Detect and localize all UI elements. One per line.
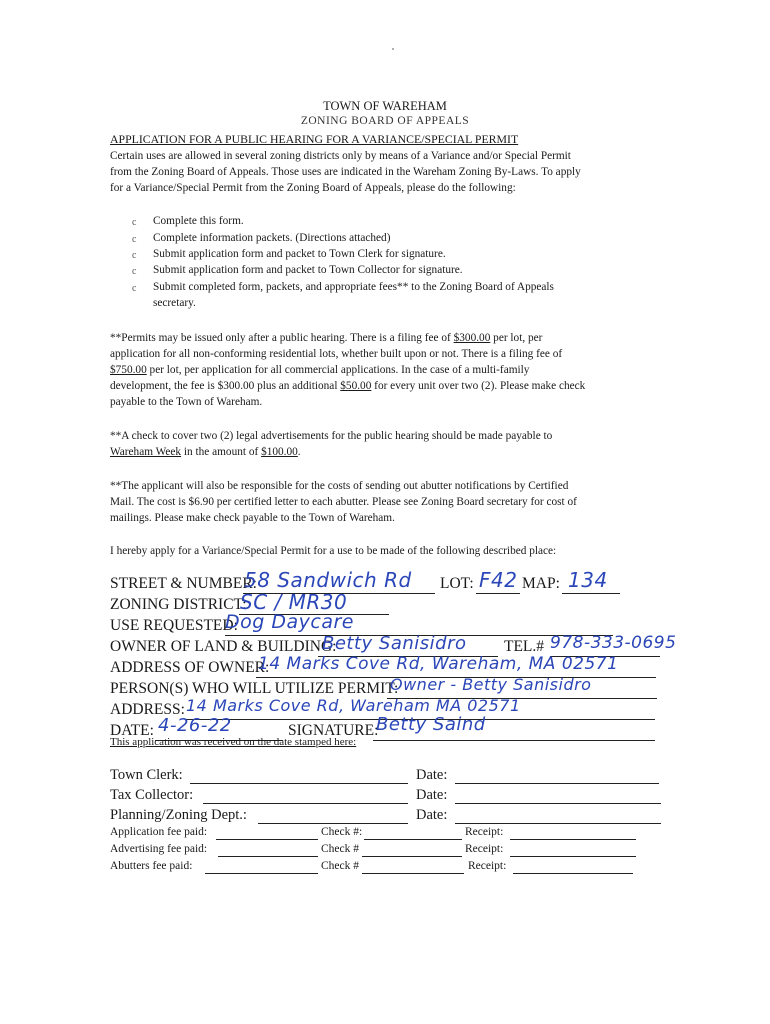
stamp-note: This application was received on the date stamped here:: [110, 736, 357, 748]
permit-note-line-2: application for all non-conforming residential lots, whether built upon or not. There is a filing fee of: [110, 348, 563, 360]
owner-label: OWNER OF LAND & BUILDING:: [110, 638, 337, 655]
date-label: DATE:: [110, 722, 154, 739]
collector-date-label: Date:: [416, 787, 448, 803]
planning-date-line[interactable]: [455, 823, 661, 824]
permit-note-line-5: payable to the Town of Wareham.: [110, 396, 263, 408]
planning-date-label: Date:: [416, 807, 448, 823]
ads-note-line-1: **A check to cover two (2) legal advertisements for the public hearing should be made payable to: [110, 430, 553, 442]
lot-value[interactable]: F42: [479, 568, 518, 592]
application-receipt-label: Receipt:: [465, 826, 504, 838]
map-line: [562, 593, 620, 594]
advertising-fee-label: Advertising fee paid:: [110, 843, 208, 855]
map-label: MAP:: [522, 575, 560, 592]
permit-note-line-1: **Permits may be issued only after a public hearing. There is a filing fee of $300.00 per lot, per: [110, 332, 543, 344]
use-label: USE REQUESTED:: [110, 617, 238, 634]
collector-label: Tax Collector:: [110, 787, 194, 803]
planning-line[interactable]: [258, 823, 408, 824]
map-value[interactable]: 134: [568, 568, 608, 592]
advertising-receipt-label: Receipt:: [465, 843, 504, 855]
scan-speck: [392, 48, 394, 50]
owner-value[interactable]: Betty Sanisidro: [322, 633, 467, 654]
collector-date-line[interactable]: [455, 803, 661, 804]
collector-line[interactable]: [203, 803, 408, 804]
address-value[interactable]: 14 Marks Cove Rd, Wareham MA 02571: [186, 696, 521, 715]
bullet-icon: c: [132, 250, 137, 261]
step-1: Complete this form.: [153, 215, 244, 227]
application-receipt-line[interactable]: [510, 839, 636, 840]
intro-line-1: Certain uses are allowed in several zoning districts only by means of a Variance and/or Special Permit: [110, 150, 571, 162]
step-5-cont: secretary.: [153, 297, 196, 309]
apply-statement: I hereby apply for a Variance/Special Permit for a use to be made of the following described place:: [110, 545, 557, 557]
district-label: ZONING DISTRICT:: [110, 596, 247, 613]
advertising-fee-line[interactable]: [218, 856, 318, 857]
advertising-receipt-line[interactable]: [510, 856, 636, 857]
bullet-icon: c: [132, 266, 137, 277]
street-label: STREET & NUMBER:: [110, 575, 257, 592]
abutters-receipt-label: Receipt:: [468, 860, 507, 872]
intro-line-3: for a Variance/Special Permit from the Zoning Board of Appeals, please do the following:: [110, 182, 516, 194]
abutter-note-line-1: **The applicant will also be responsible for the costs of sending out abutter notifications by Certified: [110, 480, 569, 492]
owner-address-label: ADDRESS OF OWNER:: [110, 659, 270, 676]
planning-label: Planning/Zoning Dept.:: [110, 807, 247, 823]
bullet-icon: c: [132, 234, 137, 245]
advertising-check-line[interactable]: [362, 856, 462, 857]
application-check-line[interactable]: [364, 839, 462, 840]
owner-address-value[interactable]: 14 Marks Cove Rd, Wareham, MA 02571: [258, 654, 619, 674]
persons-label: PERSON(S) WHO WILL UTILIZE PERMIT:: [110, 680, 399, 697]
application-check-label: Check #:: [321, 826, 363, 838]
lot-label: LOT:: [440, 575, 474, 592]
application-fee-label: Application fee paid:: [110, 826, 208, 838]
abutters-fee-line[interactable]: [205, 873, 318, 874]
abutter-note-line-3: mailings. Please make check payable to the Town of Wareham.: [110, 512, 395, 524]
form-title: APPLICATION FOR A PUBLIC HEARING FOR A VARIANCE/SPECIAL PERMIT: [110, 132, 519, 146]
clerk-date-line[interactable]: [455, 783, 659, 784]
board-title: ZONING BOARD OF APPEALS: [300, 115, 470, 127]
intro-line-2: from the Zoning Board of Appeals. Those uses are indicated in the Wareham Zoning By-Laws. To apply: [110, 166, 581, 178]
step-2: Complete information packets. (Directions attached): [153, 232, 391, 244]
lot-line: [476, 593, 520, 594]
address-label: ADDRESS:: [110, 701, 185, 718]
tel-value[interactable]: 978-333-0695: [550, 633, 677, 653]
abutters-check-line[interactable]: [362, 873, 464, 874]
use-value[interactable]: Dog Daycare: [225, 611, 354, 633]
application-fee-line[interactable]: [216, 839, 318, 840]
signature-line: [373, 740, 655, 741]
step-3: Submit application form and packet to Town Clerk for signature.: [153, 248, 446, 260]
town-title: TOWN OF WAREHAM: [323, 99, 447, 113]
bullet-icon: c: [132, 217, 137, 228]
persons-value[interactable]: Owner - Betty Sanisidro: [390, 675, 592, 694]
step-5: Submit completed form, packets, and appropriate fees** to the Zoning Board of Appeals: [153, 281, 554, 293]
signature-label: SIGNATURE:: [288, 722, 379, 739]
date-value[interactable]: 4-26-22: [158, 715, 232, 736]
abutter-note-line-2: Mail. The cost is $6.90 per certified letter to each abutter. Please see Zoning Board secretary for cost of: [110, 496, 577, 508]
clerk-date-label: Date:: [416, 767, 448, 783]
street-value[interactable]: 58 Sandwich Rd: [244, 568, 412, 592]
step-4: Submit application form and packet to Town Collector for signature.: [153, 264, 463, 276]
signature-value[interactable]: Betty Saind: [376, 714, 486, 735]
ads-note-line-2: Wareham Week in the amount of $100.00.: [110, 446, 301, 458]
district-value[interactable]: SC / MR30: [240, 590, 348, 614]
tel-label: TEL.#: [504, 638, 545, 655]
abutters-check-label: Check #: [321, 860, 360, 872]
abutters-fee-label: Abutters fee paid:: [110, 860, 193, 872]
abutters-receipt-line[interactable]: [513, 873, 633, 874]
bullet-icon: c: [132, 283, 137, 294]
permit-note-line-3: $750.00 per lot, per application for all commercial applications. In the case of a multi-family: [110, 364, 530, 376]
advertising-check-label: Check #: [321, 843, 360, 855]
permit-note-line-4: development, the fee is $300.00 plus an additional $50.00 for every unit over two (2). Please make check: [110, 380, 586, 392]
clerk-line[interactable]: [190, 783, 408, 784]
clerk-label: Town Clerk:: [110, 767, 183, 783]
